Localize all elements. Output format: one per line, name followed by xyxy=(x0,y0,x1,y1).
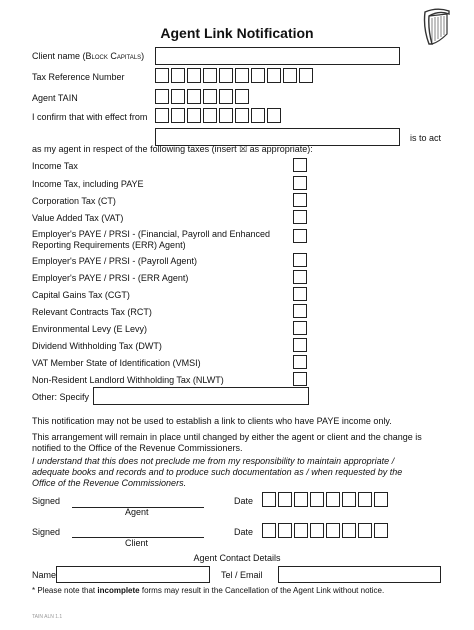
form-code: TAIN ALN 1.1 xyxy=(32,614,63,620)
agent-tain-digit-box[interactable] xyxy=(203,89,217,104)
tax-checkbox[interactable] xyxy=(293,270,307,284)
tax-item-label: Income Tax, including PAYE xyxy=(32,179,144,189)
client-name-label: Client name (Block Capitals) xyxy=(32,51,145,61)
agent-date-digit-box[interactable] xyxy=(358,492,372,507)
effective-date-digit-box[interactable] xyxy=(267,108,281,123)
paye-note: This notification may not be used to establish a link to clients who have PAYE income only. xyxy=(32,416,392,426)
tax-ref-digit-box[interactable] xyxy=(203,68,217,83)
understand-note: I understand that this does not preclude me from my responsibility to maintain appropriate / adequate books and records and to produce such documentation as / when requested by the Office of the Revenue Commissioners. xyxy=(32,456,403,488)
signed-agent-label: Signed xyxy=(32,496,61,506)
tax-ref-digit-box[interactable] xyxy=(187,68,201,83)
confirm-label: I confirm that with effect from xyxy=(32,112,148,122)
tax-checkbox[interactable] xyxy=(293,321,307,335)
agent-tain-digit-box[interactable] xyxy=(171,89,185,104)
client-caption: Client xyxy=(125,538,149,548)
agent-date-digit-box[interactable] xyxy=(262,492,276,507)
is-to-act-label: is to act xyxy=(410,133,442,143)
tax-ref-digit-box[interactable] xyxy=(219,68,233,83)
tax-item-label: Environmental Levy (E Levy) xyxy=(32,324,148,334)
effective-date-digit-box[interactable] xyxy=(155,108,169,123)
tax-item-label: Non-Resident Landlord Withholding Tax (NLWT) xyxy=(32,375,224,385)
contact-heading: Agent Contact Details xyxy=(193,553,281,563)
effective-date-digit-box[interactable] xyxy=(171,108,185,123)
tax-item-label: Value Added Tax (VAT) xyxy=(32,213,124,223)
tax-checkbox[interactable] xyxy=(293,338,307,352)
client-date-digit-box[interactable] xyxy=(294,523,308,538)
agent-date-digit-box[interactable] xyxy=(278,492,292,507)
harp-crest-icon xyxy=(419,8,453,48)
as-agent-label: as my agent in respect of the following taxes (insert ☒ as appropriate): xyxy=(32,144,313,154)
tax-item-label: Income Tax xyxy=(32,161,78,171)
tax-ref-digit-box[interactable] xyxy=(267,68,281,83)
tax-checkbox[interactable] xyxy=(293,158,307,172)
tax-ref-digit-box[interactable] xyxy=(155,68,169,83)
effective-date-digit-box[interactable] xyxy=(219,108,233,123)
tax-checkbox[interactable] xyxy=(293,355,307,369)
effective-date-digit-box[interactable] xyxy=(251,108,265,123)
agent-date-digit-box[interactable] xyxy=(326,492,340,507)
tax-item-label: Relevant Contracts Tax (RCT) xyxy=(32,307,152,317)
effective-date-digit-box[interactable] xyxy=(235,108,249,123)
contact-name-input[interactable] xyxy=(56,566,210,583)
tax-checkbox[interactable] xyxy=(293,304,307,318)
tax-item-label: Employer's PAYE / PRSI - (ERR Agent) xyxy=(32,273,189,283)
tax-item-label: Employer's PAYE / PRSI - (Payroll Agent) xyxy=(32,256,197,266)
agent-caption: Agent xyxy=(125,507,149,517)
tax-item-label: Corporation Tax (CT) xyxy=(32,196,116,206)
tax-ref-digit-box[interactable] xyxy=(171,68,185,83)
tax-ref-digit-box[interactable] xyxy=(283,68,297,83)
date-agent-label: Date xyxy=(234,496,254,506)
contact-tel-label: Tel / Email xyxy=(221,570,263,580)
tax-ref-digit-box[interactable] xyxy=(251,68,265,83)
agent-date-digit-box[interactable] xyxy=(342,492,356,507)
form-title: Agent Link Notification xyxy=(160,25,314,41)
effective-date-digit-box[interactable] xyxy=(203,108,217,123)
footnote: * Please note that incomplete forms may result in the Cancellation of the Agent Link without notice. xyxy=(32,586,385,595)
signed-client-label: Signed xyxy=(32,527,61,537)
tax-checkbox[interactable] xyxy=(293,176,307,190)
client-date-digit-box[interactable] xyxy=(262,523,276,538)
tax-ref-digit-box[interactable] xyxy=(235,68,249,83)
other-specify-input[interactable] xyxy=(93,387,309,405)
tax-checkbox[interactable] xyxy=(293,193,307,207)
client-date-digit-box[interactable] xyxy=(278,523,292,538)
agent-tain-digit-box[interactable] xyxy=(235,89,249,104)
other-specify-label: Other: Specify xyxy=(32,392,90,402)
date-client-label: Date xyxy=(234,527,254,537)
client-date-digit-box[interactable] xyxy=(374,523,388,538)
agent-tain-digit-box[interactable] xyxy=(219,89,233,104)
tax-ref-label: Tax Reference Number xyxy=(32,72,125,82)
tax-checkbox[interactable] xyxy=(293,253,307,267)
arrangement-note: This arrangement will remain in place until changed by either the agent or client and the change is notified to the Office of the Revenue Commissioners. xyxy=(32,432,422,453)
client-date-digit-box[interactable] xyxy=(310,523,324,538)
tax-item-label: Dividend Withholding Tax (DWT) xyxy=(32,341,162,351)
client-date-digit-box[interactable] xyxy=(326,523,340,538)
agent-tain-label: Agent TAIN xyxy=(32,93,78,103)
contact-tel-input[interactable] xyxy=(278,566,441,583)
tax-checkbox[interactable] xyxy=(293,287,307,301)
tax-ref-digit-box[interactable] xyxy=(299,68,313,83)
tax-item-label: Employer's PAYE / PRSI - (Financial, Payroll and Enhanced Reporting Requirements (ERR) Agent) xyxy=(32,229,270,250)
tax-checkbox[interactable] xyxy=(293,372,307,386)
agent-tain-digit-box[interactable] xyxy=(155,89,169,104)
client-date-digit-box[interactable] xyxy=(358,523,372,538)
tax-item-label: Capital Gains Tax (CGT) xyxy=(32,290,130,300)
agent-tain-digit-box[interactable] xyxy=(187,89,201,104)
agent-date-digit-box[interactable] xyxy=(374,492,388,507)
contact-name-label: Name xyxy=(32,570,57,580)
tax-checkbox[interactable] xyxy=(293,229,307,243)
client-name-input[interactable] xyxy=(155,47,400,65)
agent-date-digit-box[interactable] xyxy=(294,492,308,507)
effective-date-digit-box[interactable] xyxy=(187,108,201,123)
tax-item-label: VAT Member State of Identification (VMSI) xyxy=(32,358,201,368)
agent-date-digit-box[interactable] xyxy=(310,492,324,507)
client-date-digit-box[interactable] xyxy=(342,523,356,538)
tax-checkbox[interactable] xyxy=(293,210,307,224)
